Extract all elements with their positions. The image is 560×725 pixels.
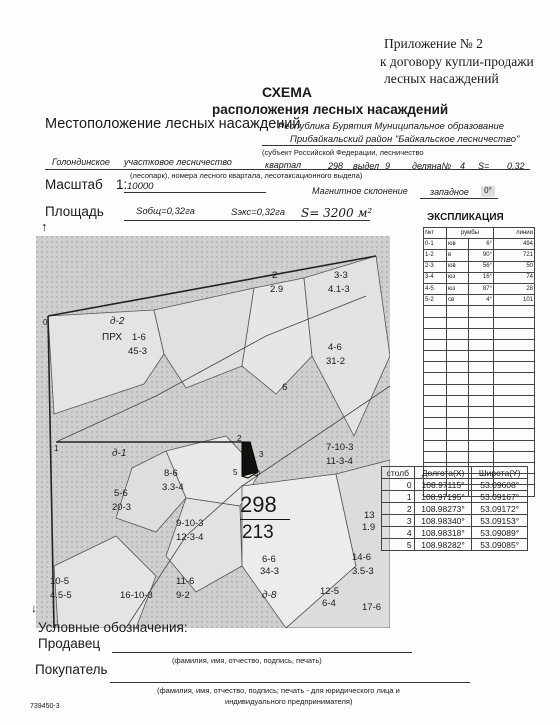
coordinates-row bbox=[382, 515, 528, 527]
explication-cell bbox=[493, 351, 534, 362]
explication-header: румбы bbox=[447, 228, 494, 239]
coordinates-cell: 53.09089° bbox=[472, 527, 528, 539]
explication-empty-row bbox=[424, 407, 535, 418]
explication-cell bbox=[469, 418, 494, 429]
explication-cell bbox=[424, 440, 447, 451]
explication-empty-row bbox=[424, 418, 535, 429]
map-label-6-6: 6-6 bbox=[262, 554, 276, 565]
explication-cell bbox=[493, 362, 534, 373]
coordinates-table bbox=[381, 466, 528, 551]
explication-empty-row bbox=[424, 339, 535, 350]
explication-empty-row bbox=[424, 351, 535, 362]
coordinates-cell: 53.09167° bbox=[472, 491, 528, 503]
explication-cell: 5-2 bbox=[424, 295, 447, 306]
explication-cell: 721 bbox=[493, 250, 534, 261]
map-label-3-3: 3-3 bbox=[334, 270, 348, 281]
vydel-label: выдел bbox=[353, 161, 380, 171]
area-underline bbox=[124, 220, 370, 221]
forestry-district: Голондинское bbox=[52, 157, 110, 167]
coordinates-row bbox=[382, 491, 528, 503]
area-s-value: 0,32 bbox=[507, 161, 525, 171]
explication-cell bbox=[424, 384, 447, 395]
explication-cell bbox=[424, 407, 447, 418]
explication-cell: 4-5 bbox=[424, 283, 447, 294]
explication-empty-row bbox=[424, 440, 535, 451]
map-label-9-10-3: 9-10-3 bbox=[176, 518, 204, 529]
magnetic-label: Магнитное склонение bbox=[312, 186, 408, 196]
explication-cell bbox=[469, 339, 494, 350]
explication-cell: св bbox=[447, 295, 469, 306]
explication-cell bbox=[469, 451, 494, 462]
map-label-8-6: 8-6 bbox=[164, 468, 178, 479]
explication-cell bbox=[447, 339, 469, 350]
seller-signature-line bbox=[112, 652, 412, 653]
kvartal-number: 298 bbox=[240, 492, 277, 517]
map-label-5-6: 5-6 bbox=[114, 488, 128, 499]
appendix-line-1: Приложение № 2 bbox=[384, 36, 483, 51]
scale-ratio: 1: bbox=[116, 177, 128, 192]
coordinates-cell: 108.98318° bbox=[414, 527, 472, 539]
coordinates-cell: 4 bbox=[382, 527, 415, 539]
explication-cell bbox=[447, 351, 469, 362]
scale-value: 10000 bbox=[127, 181, 154, 192]
explication-cell bbox=[493, 317, 534, 328]
explication-cell bbox=[447, 306, 469, 317]
coordinates-cell: 108.97115° bbox=[414, 479, 472, 491]
map-label-45-3: 45-3 bbox=[128, 346, 148, 357]
buyer-caption-line-2: индивидуального предпринимателя) bbox=[225, 697, 353, 706]
explication-cell bbox=[424, 339, 447, 350]
explication-row bbox=[424, 283, 535, 294]
explication-cell: 6° bbox=[469, 239, 494, 250]
explication-cell: 4° bbox=[469, 295, 494, 306]
explication-row bbox=[424, 261, 535, 272]
explication-empty-row bbox=[424, 429, 535, 440]
explication-cell: юз bbox=[447, 283, 469, 294]
buyer-caption-line-1: (фамилия, имя, отчество, подпись; печать - для юридического лица и bbox=[157, 686, 400, 695]
scheme-subtitle: расположения лесных насаждений bbox=[212, 102, 449, 117]
explication-cell bbox=[424, 306, 447, 317]
seller-label: Продавец bbox=[38, 636, 101, 651]
map-label-4-1-3: 4.1-3 bbox=[328, 284, 350, 295]
explication-cell bbox=[493, 306, 534, 317]
explication-cell bbox=[424, 418, 447, 429]
location-note-2: (лесопарк), номера лесного квартала, лесотаксационного выдела) bbox=[130, 171, 363, 180]
explication-cell bbox=[469, 440, 494, 451]
explication-cell bbox=[469, 306, 494, 317]
coordinates-cell: 108.98282° bbox=[414, 539, 472, 551]
magnetic-underline bbox=[420, 198, 498, 199]
map-label-4-6: 4-6 bbox=[328, 342, 342, 353]
explication-header-row bbox=[424, 228, 535, 239]
forest-map bbox=[36, 236, 390, 628]
explication-cell bbox=[424, 373, 447, 384]
explication-cell: 28 bbox=[493, 283, 534, 294]
explication-empty-row bbox=[424, 306, 535, 317]
explication-row bbox=[424, 250, 535, 261]
explication-cell: 101 bbox=[493, 295, 534, 306]
explication-cell bbox=[424, 395, 447, 406]
explication-cell bbox=[493, 418, 534, 429]
appendix-line-2: к договору купли-продажи bbox=[380, 54, 534, 69]
explication-cell: 16° bbox=[469, 272, 494, 283]
explication-cell: 1-2 bbox=[424, 250, 447, 261]
coordinates-cell: 2 bbox=[382, 503, 415, 515]
coordinates-header: Долгота(X) bbox=[414, 467, 472, 479]
map-label-prh: ПРХ bbox=[102, 332, 123, 343]
coordinates-cell: 53.09085° bbox=[472, 539, 528, 551]
map-label-13: 13 bbox=[364, 510, 375, 521]
region-underline bbox=[262, 145, 512, 146]
explication-cell bbox=[493, 451, 534, 462]
map-label-14-6: 14-6 bbox=[352, 552, 372, 563]
explication-empty-row bbox=[424, 451, 535, 462]
coordinates-cell: 108.98340° bbox=[414, 515, 472, 527]
explication-cell bbox=[447, 384, 469, 395]
explication-cell bbox=[447, 429, 469, 440]
document-code: 739450-3 bbox=[30, 703, 60, 710]
kvartal-area: 213 bbox=[242, 522, 274, 543]
appendix-line-3: лесных насаждений bbox=[384, 71, 499, 86]
explication-cell bbox=[447, 440, 469, 451]
map-point-5: 5 bbox=[233, 468, 238, 477]
map-label-4-5-5: 4.5-5 bbox=[50, 590, 72, 601]
explication-cell bbox=[447, 395, 469, 406]
map-label-3-5-3: 3.5-3 bbox=[352, 566, 374, 577]
location-underline bbox=[45, 169, 530, 170]
explication-cell bbox=[424, 317, 447, 328]
map-label-12-3-4: 12-3-4 bbox=[176, 532, 204, 543]
explication-cell bbox=[447, 418, 469, 429]
explication-cell: 3-4 bbox=[424, 272, 447, 283]
explication-cell bbox=[447, 328, 469, 339]
explication-cell bbox=[493, 429, 534, 440]
explication-cell bbox=[424, 351, 447, 362]
map-label-d8: д-8 bbox=[262, 590, 277, 601]
explication-empty-row bbox=[424, 328, 535, 339]
explication-cell bbox=[493, 440, 534, 451]
explication-cell: 74 bbox=[493, 272, 534, 283]
map-label-31-2: 31-2 bbox=[326, 356, 346, 367]
north-arrow-icon: ↑ bbox=[41, 219, 48, 234]
area-operational: Sэкс=0,32га bbox=[231, 207, 286, 218]
explication-cell bbox=[469, 429, 494, 440]
explication-cell bbox=[469, 373, 494, 384]
explication-empty-row bbox=[424, 384, 535, 395]
explication-cell: юз bbox=[447, 272, 469, 283]
explication-cell bbox=[469, 407, 494, 418]
explication-cell bbox=[493, 407, 534, 418]
explication-cell bbox=[469, 362, 494, 373]
magnetic-direction: западное bbox=[430, 187, 469, 197]
explication-cell bbox=[447, 373, 469, 384]
map-label-17-6: 17-6 bbox=[362, 602, 382, 613]
map-label-6: 6 bbox=[282, 382, 288, 393]
explication-cell bbox=[424, 362, 447, 373]
map-label-d1: д-1 bbox=[112, 448, 127, 459]
location-label: Местоположение лесных насаждений bbox=[45, 116, 301, 132]
coordinates-row bbox=[382, 479, 528, 491]
explication-cell bbox=[493, 328, 534, 339]
explication-cell: 2-3 bbox=[424, 261, 447, 272]
map-label-2-9: 2.9 bbox=[270, 284, 284, 295]
explication-title: ЭКСПЛИКАЦИЯ bbox=[427, 212, 504, 223]
explication-cell: 50 bbox=[493, 261, 534, 272]
explication-header: №т bbox=[424, 228, 447, 239]
coordinates-cell: 5 bbox=[382, 539, 415, 551]
explication-header: линии bbox=[493, 228, 534, 239]
coordinates-cell: 3 bbox=[382, 515, 415, 527]
map-point-0: 0 bbox=[43, 318, 48, 327]
explication-cell bbox=[447, 317, 469, 328]
scale-label: Масштаб bbox=[45, 177, 103, 192]
delyanka-label: деляна№ bbox=[412, 161, 452, 171]
explication-empty-row bbox=[424, 373, 535, 384]
coordinates-cell: 53.09608° bbox=[472, 479, 528, 491]
coordinates-row bbox=[382, 503, 528, 515]
area-handwritten: S= 3200 м² bbox=[301, 206, 373, 220]
map-label-6-4: 6-4 bbox=[322, 598, 336, 609]
kvartal-divider bbox=[240, 519, 290, 520]
map-label-1-9: 1.9 bbox=[362, 522, 376, 533]
map-label-11-6: 11-6 bbox=[176, 576, 195, 587]
coordinates-cell: 53.09172° bbox=[472, 503, 528, 515]
magnetic-degrees: 0° bbox=[481, 186, 495, 197]
seller-caption: (фамилия, имя, отчество, подпись, печать) bbox=[172, 656, 322, 665]
explication-cell bbox=[424, 328, 447, 339]
coordinates-header-row bbox=[382, 467, 528, 479]
map-label-20-3: 20-3 bbox=[112, 502, 132, 513]
explication-empty-row bbox=[424, 395, 535, 406]
subject-note: (субъект Российской Федерации, лесничество bbox=[262, 148, 424, 157]
explication-table bbox=[423, 227, 535, 497]
kvartal-value: 298 bbox=[328, 161, 344, 171]
coordinates-cell: 108.97195° bbox=[414, 491, 472, 503]
region-line-1: Республика Бурятия Муниципальное образование bbox=[278, 121, 505, 132]
area-s-label: S= bbox=[478, 161, 490, 171]
coordinates-row bbox=[382, 539, 528, 551]
explication-empty-row bbox=[424, 317, 535, 328]
buyer-signature-line bbox=[110, 682, 470, 683]
coordinates-cell: 0 bbox=[382, 479, 415, 491]
map-label-d2: д-2 bbox=[110, 316, 125, 327]
coordinates-header: столб bbox=[382, 467, 415, 479]
area-total: Sобщ=0,32га bbox=[136, 206, 195, 217]
explication-cell: в bbox=[447, 250, 469, 261]
coordinates-row bbox=[382, 527, 528, 539]
map-label-34-3: 34-3 bbox=[260, 566, 280, 577]
scheme-title: СХЕМА bbox=[262, 84, 313, 100]
buyer-label: Покупатель bbox=[35, 662, 108, 677]
map-point-1: 1 bbox=[54, 444, 59, 453]
explication-cell bbox=[447, 407, 469, 418]
explication-row bbox=[424, 295, 535, 306]
area-label: Площадь bbox=[45, 204, 104, 219]
explication-cell: 0-1 bbox=[424, 239, 447, 250]
kvartal-label: квартал bbox=[265, 160, 302, 170]
explication-cell bbox=[469, 351, 494, 362]
scale-underline bbox=[124, 192, 266, 193]
explication-cell bbox=[493, 395, 534, 406]
explication-cell bbox=[424, 451, 447, 462]
map-label-11-3-4: 11-3-4 bbox=[326, 456, 353, 467]
map-label-3-3-4: 3.3-4 bbox=[162, 482, 184, 493]
coordinates-cell: 53.09153° bbox=[472, 515, 528, 527]
explication-cell bbox=[493, 384, 534, 395]
explication-cell bbox=[469, 317, 494, 328]
coordinates-cell: 1 bbox=[382, 491, 415, 503]
coordinates-cell: 108.98273° bbox=[414, 503, 472, 515]
explication-cell bbox=[493, 373, 534, 384]
explication-cell bbox=[469, 328, 494, 339]
legend-label: Условные обозначения: bbox=[38, 620, 188, 635]
map-label-1-6: 1-6 bbox=[132, 332, 146, 343]
vydel-value: 9 bbox=[385, 161, 391, 171]
explication-cell bbox=[447, 362, 469, 373]
forestry-district-label: участковое лесничество bbox=[124, 157, 232, 167]
map-point-4: 4 bbox=[254, 470, 259, 479]
map-label-12-5: 12-5 bbox=[320, 586, 340, 597]
explication-cell: 56° bbox=[469, 261, 494, 272]
explication-row bbox=[424, 239, 535, 250]
map-label-7-10-3: 7-10-3 bbox=[326, 442, 354, 453]
coordinates-header: Широта(Y) bbox=[472, 467, 528, 479]
explication-cell bbox=[447, 451, 469, 462]
explication-cell: 494 bbox=[493, 239, 534, 250]
explication-cell bbox=[469, 384, 494, 395]
explication-cell: юв bbox=[447, 239, 469, 250]
explication-cell: 87° bbox=[469, 283, 494, 294]
map-label-9-2: 9-2 bbox=[176, 590, 190, 601]
explication-cell bbox=[424, 429, 447, 440]
explication-row bbox=[424, 272, 535, 283]
map-point-2: 2 bbox=[237, 434, 242, 443]
explication-cell: юв bbox=[447, 261, 469, 272]
map-label-10-5: 10-5 bbox=[50, 576, 70, 587]
explication-cell bbox=[493, 339, 534, 350]
map-label-16-10-3: 16-10-3 bbox=[120, 590, 153, 601]
south-arrow-icon: ↓ bbox=[31, 601, 37, 615]
map-label-2: 2 bbox=[272, 270, 278, 281]
region-line-2: Прибайкальский район "Байкальское лесничество" bbox=[290, 134, 520, 145]
delyanka-value: 4 bbox=[460, 161, 466, 171]
explication-cell: 90° bbox=[469, 250, 494, 261]
map-point-3: 3 bbox=[259, 450, 264, 459]
explication-empty-row bbox=[424, 362, 535, 373]
explication-cell bbox=[469, 395, 494, 406]
